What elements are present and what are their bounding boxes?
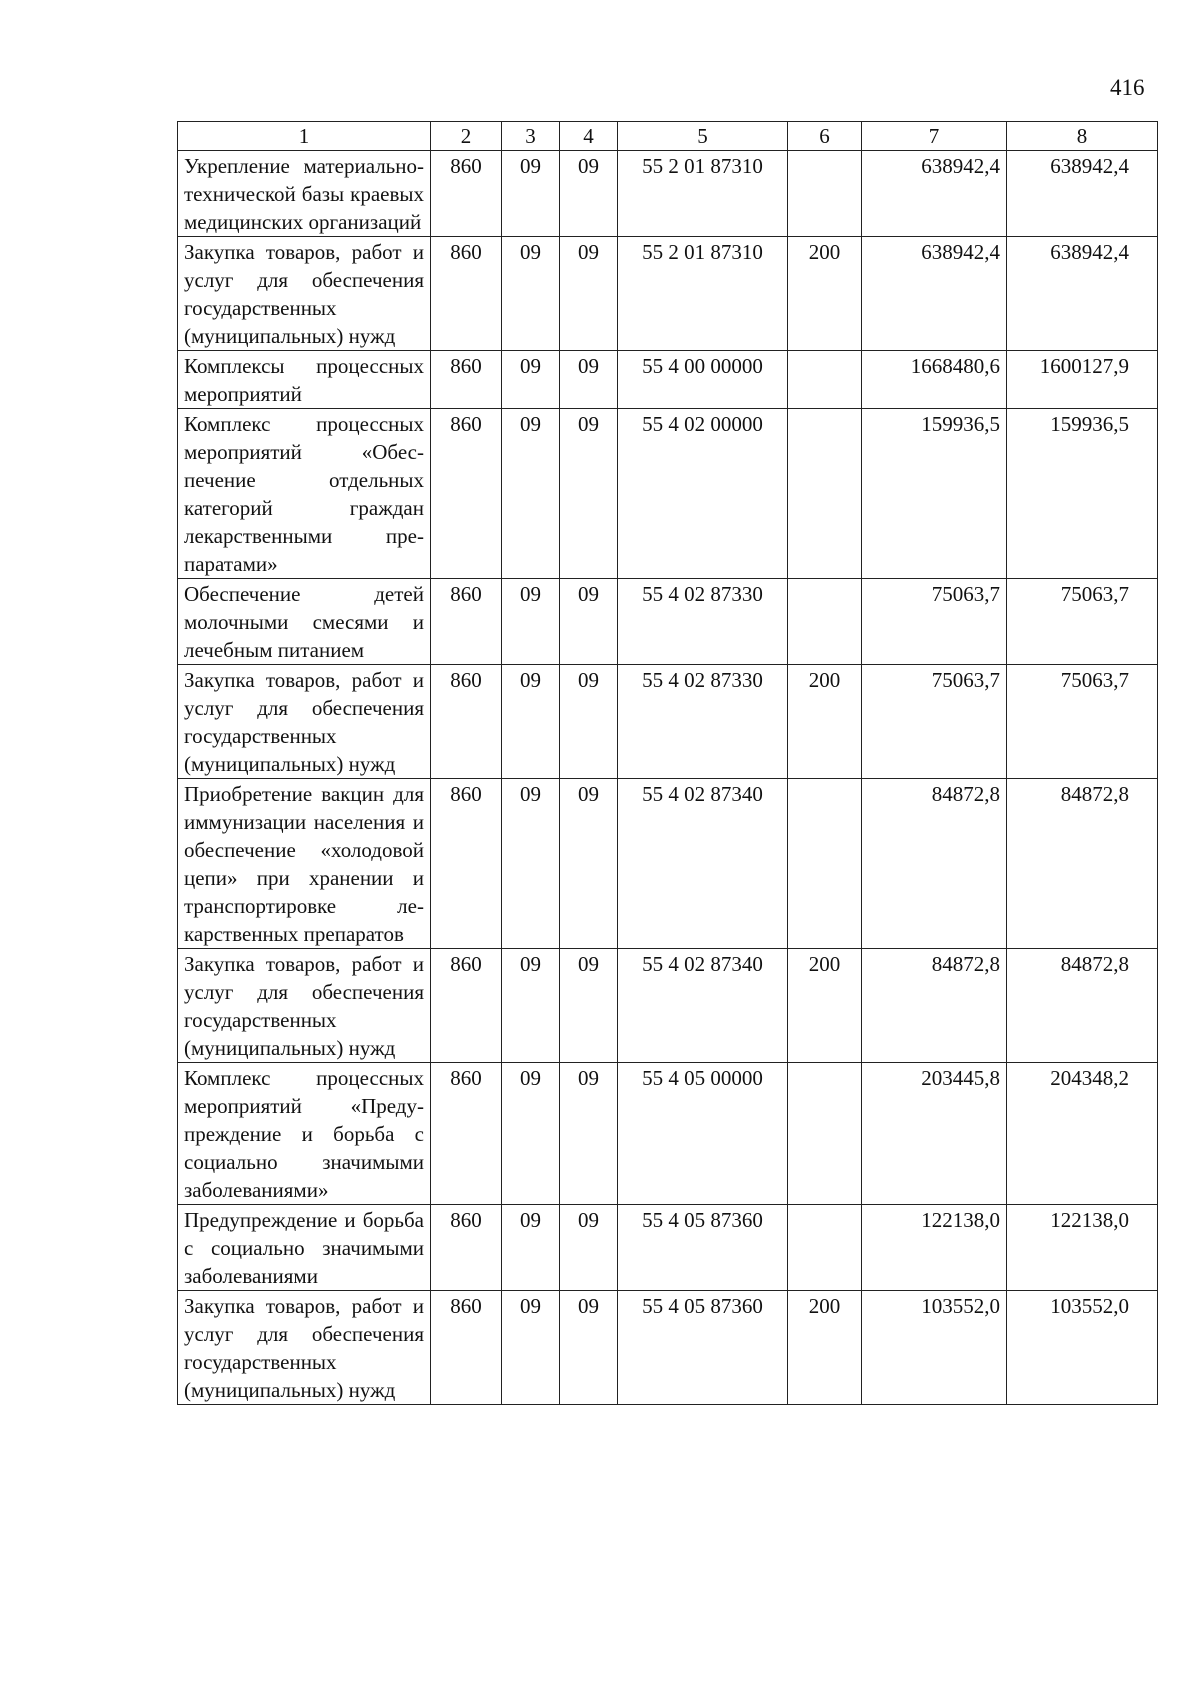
row-sum-col8: 204348,2 [1007, 1063, 1158, 1205]
row-ved: 860 [431, 409, 502, 579]
table-row [178, 151, 1158, 237]
row-pr: 09 [560, 665, 618, 779]
row-sum-col8: 84872,8 [1007, 949, 1158, 1063]
column-header: 8 [1007, 122, 1158, 151]
column-header: 6 [788, 122, 862, 151]
row-ved: 860 [431, 1291, 502, 1405]
row-sum-col8: 159936,5 [1007, 409, 1158, 579]
row-name: Комплекс процессных мероприятий «Предупреждение и борьба с социально значимыми заболеваниями» [178, 1063, 431, 1205]
row-rz: 09 [502, 779, 560, 949]
row-pr: 09 [560, 779, 618, 949]
row-sum-col8: 638942,4 [1007, 237, 1158, 351]
row-vr [788, 779, 862, 949]
row-name: Приобретение вакцин для иммунизации населения и обеспечение «холодовой цепи» при хранении и транспортировке лекарственных препаратов [178, 779, 431, 949]
table-row [178, 949, 1158, 1063]
row-ved: 860 [431, 779, 502, 949]
row-vr: 200 [788, 949, 862, 1063]
row-pr: 09 [560, 409, 618, 579]
row-pr: 09 [560, 351, 618, 409]
table-row [178, 409, 1158, 579]
row-rz: 09 [502, 1291, 560, 1405]
row-sum-col8: 75063,7 [1007, 665, 1158, 779]
row-rz: 09 [502, 237, 560, 351]
row-vr [788, 351, 862, 409]
header-row [178, 122, 1158, 151]
row-rz: 09 [502, 1063, 560, 1205]
row-name: Обеспечение детей молочными смесями и лечебным питанием [178, 579, 431, 665]
row-name: Укрепление материально-технической базы краевых медицинских организаций [178, 151, 431, 237]
row-ved: 860 [431, 351, 502, 409]
page-number: 416 [1110, 75, 1145, 100]
table-row [178, 665, 1158, 779]
row-csr: 55 4 02 87330 [618, 579, 788, 665]
row-csr: 55 4 05 87360 [618, 1205, 788, 1291]
row-sum-col7: 638942,4 [862, 151, 1007, 237]
row-sum-col7: 638942,4 [862, 237, 1007, 351]
row-rz: 09 [502, 351, 560, 409]
row-vr [788, 151, 862, 237]
column-header: 1 [178, 122, 431, 151]
row-sum-col7: 122138,0 [862, 1205, 1007, 1291]
row-csr: 55 4 02 87330 [618, 665, 788, 779]
row-csr: 55 4 02 87340 [618, 779, 788, 949]
column-header: 2 [431, 122, 502, 151]
row-name: Закупка товаров, работ и услуг для обеспечения государственных (муниципальных) нужд [178, 1291, 431, 1405]
row-name: Комплекс процессных мероприятий «Обеспечение отдельных категорий граждан лекарственными препаратами» [178, 409, 431, 579]
row-ved: 860 [431, 1205, 502, 1291]
row-ved: 860 [431, 579, 502, 665]
row-name: Комплексы процессных мероприятий [178, 351, 431, 409]
row-pr: 09 [560, 151, 618, 237]
row-name: Закупка товаров, работ и услуг для обеспечения государственных (муниципальных) нужд [178, 949, 431, 1063]
row-sum-col7: 203445,8 [862, 1063, 1007, 1205]
row-csr: 55 4 00 00000 [618, 351, 788, 409]
row-rz: 09 [502, 949, 560, 1063]
row-rz: 09 [502, 151, 560, 237]
row-sum-col8: 75063,7 [1007, 579, 1158, 665]
row-sum-col7: 75063,7 [862, 665, 1007, 779]
column-header: 7 [862, 122, 1007, 151]
row-rz: 09 [502, 1205, 560, 1291]
row-vr: 200 [788, 665, 862, 779]
row-sum-col7: 103552,0 [862, 1291, 1007, 1405]
row-csr: 55 4 05 00000 [618, 1063, 788, 1205]
row-sum-col7: 159936,5 [862, 409, 1007, 579]
row-name: Закупка товаров, работ и услуг для обеспечения государственных (муниципальных) нужд [178, 237, 431, 351]
budget-table [177, 121, 1158, 1405]
table-row [178, 237, 1158, 351]
column-header: 5 [618, 122, 788, 151]
row-sum-col8: 638942,4 [1007, 151, 1158, 237]
row-pr: 09 [560, 1205, 618, 1291]
row-name: Закупка товаров, работ и услуг для обеспечения государственных (муниципальных) нужд [178, 665, 431, 779]
table-row [178, 351, 1158, 409]
row-csr: 55 2 01 87310 [618, 151, 788, 237]
row-csr: 55 2 01 87310 [618, 237, 788, 351]
row-ved: 860 [431, 665, 502, 779]
table-row [178, 1205, 1158, 1291]
row-pr: 09 [560, 1063, 618, 1205]
row-vr: 200 [788, 1291, 862, 1405]
row-pr: 09 [560, 579, 618, 665]
row-pr: 09 [560, 949, 618, 1063]
row-sum-col8: 122138,0 [1007, 1205, 1158, 1291]
row-csr: 55 4 02 87340 [618, 949, 788, 1063]
table-row [178, 579, 1158, 665]
row-rz: 09 [502, 665, 560, 779]
row-sum-col7: 75063,7 [862, 579, 1007, 665]
row-sum-col8: 1600127,9 [1007, 351, 1158, 409]
column-header: 4 [560, 122, 618, 151]
table-row [178, 779, 1158, 949]
row-ved: 860 [431, 151, 502, 237]
column-header: 3 [502, 122, 560, 151]
table-row [178, 1063, 1158, 1205]
row-ved: 860 [431, 1063, 502, 1205]
row-vr: 200 [788, 237, 862, 351]
row-vr [788, 1063, 862, 1205]
row-rz: 09 [502, 579, 560, 665]
row-pr: 09 [560, 237, 618, 351]
table-row [178, 1291, 1158, 1405]
row-ved: 860 [431, 949, 502, 1063]
row-rz: 09 [502, 409, 560, 579]
row-vr [788, 579, 862, 665]
row-name: Предупреждение и борьба с социально значимыми заболеваниями [178, 1205, 431, 1291]
row-sum-col8: 84872,8 [1007, 779, 1158, 949]
row-csr: 55 4 02 00000 [618, 409, 788, 579]
row-vr [788, 1205, 862, 1291]
row-ved: 860 [431, 237, 502, 351]
row-sum-col7: 1668480,6 [862, 351, 1007, 409]
row-sum-col7: 84872,8 [862, 779, 1007, 949]
row-csr: 55 4 05 87360 [618, 1291, 788, 1405]
row-sum-col7: 84872,8 [862, 949, 1007, 1063]
row-sum-col8: 103552,0 [1007, 1291, 1158, 1405]
row-pr: 09 [560, 1291, 618, 1405]
row-vr [788, 409, 862, 579]
